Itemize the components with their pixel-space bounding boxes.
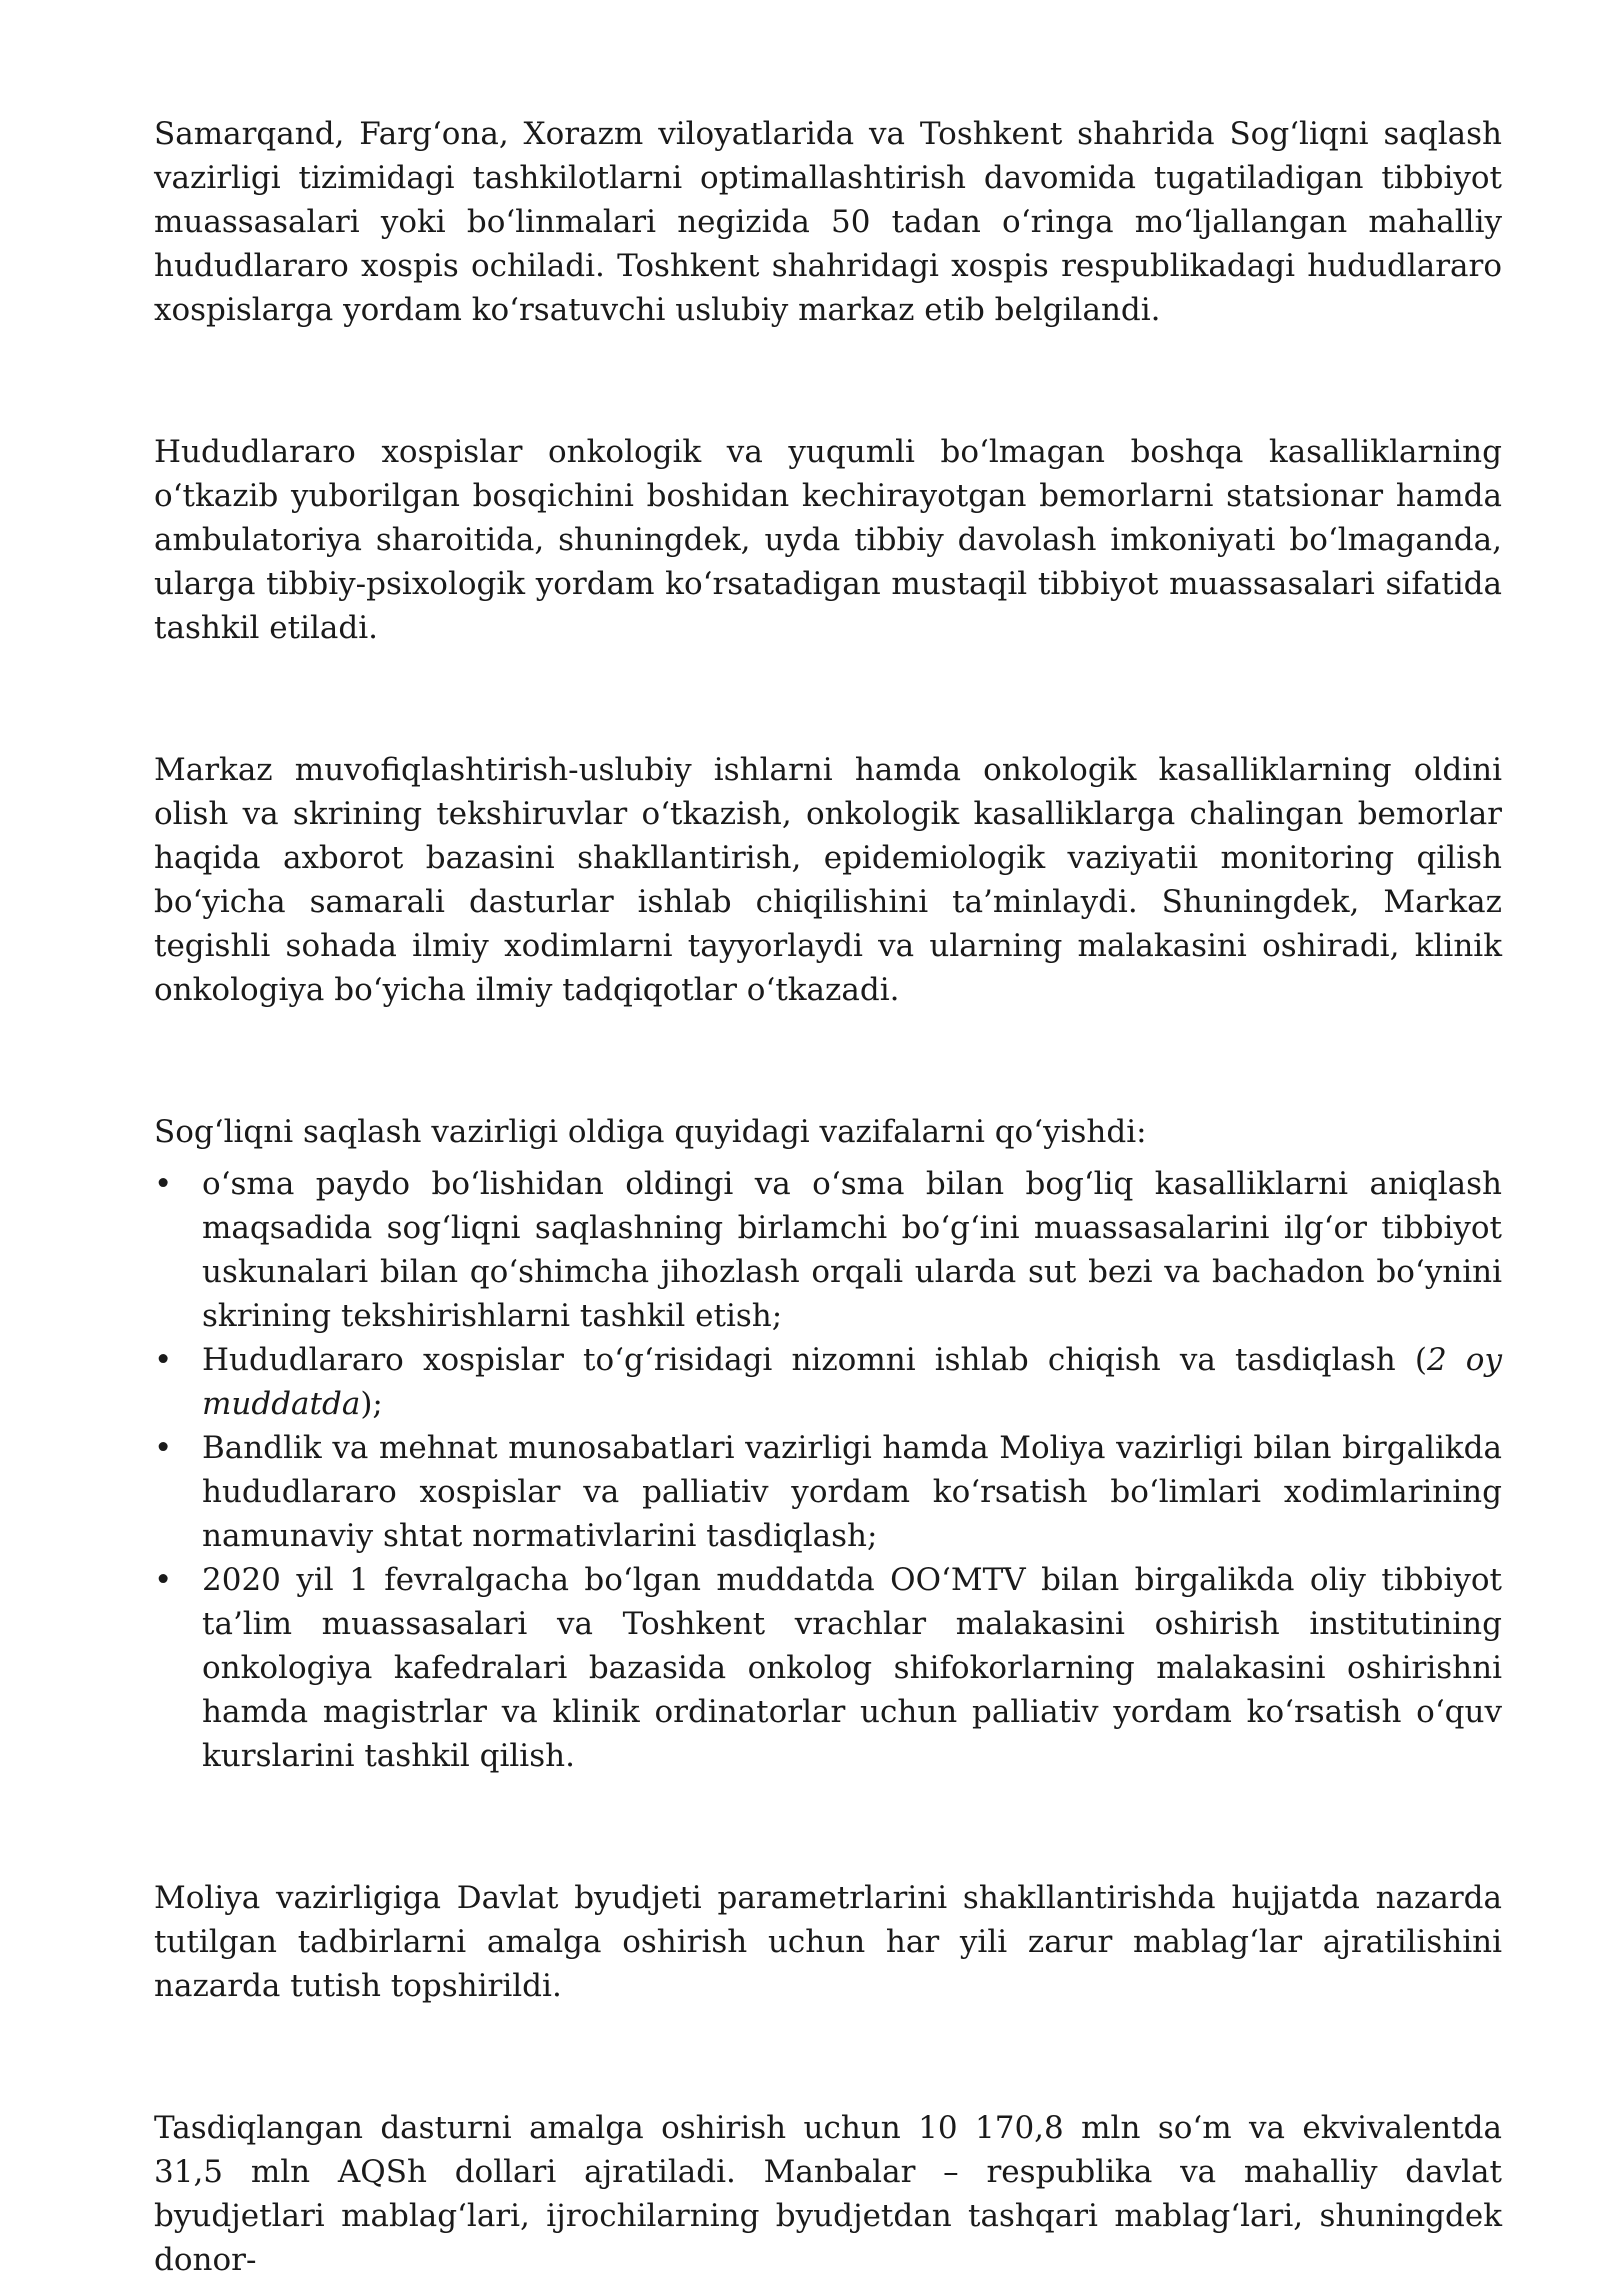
list-item-text: 2020 yil 1 fevralgacha bo‘lgan muddatda OO‘MTV bilan birgalikda oliy tibbiyot ta’lim muassasalari va Toshkent vrachlar malakasini oshirish institutining onkologiya kafedralari bazasida onkolog shifokorlarning malakasini oshirishni hamda magistrlar va klinik ordinatorlar uchun palliativ yordam ko‘rsatish o‘quv kurslarini tashkil qilish. bbox=[202, 1562, 1502, 1774]
paragraph-ministry-tasks-intro: Sog‘liqni saqlash vazirligi oldiga quyidagi vazifalarni qo‘yishdi: bbox=[154, 1114, 1147, 1150]
list-item bbox=[154, 1426, 1502, 1558]
list-item-text: Hududlararo xospislar to‘g‘risidagi nizomni ishlab chiqish va tasdiqlash ( bbox=[202, 1342, 1427, 1378]
ministry-tasks-list bbox=[154, 1162, 1502, 1778]
paragraph-funding: Tasdiqlangan dasturni amalga oshirish uchun 10 170,8 mln so‘m va ekvivalentda 31,5 mln AQSh dollari ajratiladi. Manbalar – respublika va mahalliy davlat byudjetlari mablag‘lari, ijrochilarning byudjetdan tashqari mablag‘lari, shuningdek donor- bbox=[154, 2110, 1502, 2278]
paragraph-spacer bbox=[154, 1012, 1502, 1110]
list-item-text-end: ); bbox=[360, 1386, 383, 1422]
list-item bbox=[154, 1162, 1502, 1338]
list-item-text: Bandlik va mehnat munosabatlari vazirligi hamda Moliya vazirligi bilan birgalikda hududlararo xospislar va palliativ yordam ko‘rsatish bo‘limlari xodimlarining namunaviy shtat normativlarini tasdiqlash; bbox=[202, 1430, 1502, 1554]
bullet-icon: • bbox=[154, 1166, 173, 1202]
paragraph-spacer bbox=[154, 2008, 1502, 2106]
list-item-text: o‘sma paydo bo‘lishidan oldingi va o‘sma bilan bog‘liq kasalliklarni aniqlash maqsadida sog‘liqni saqlashning birlamchi bo‘g‘ini muassasalarini ilg‘or tibbiyot uskunalari bilan qo‘shimcha jihozlash orqali ularda sut bezi va bachadon bo‘ynini skrining tekshirishlarni tashkil etish; bbox=[202, 1166, 1502, 1334]
paragraph-finance-ministry: Moliya vazirligiga Davlat byudjeti parametrlarini shakllantirishda hujjatda nazarda tutilgan tadbirlarni amalga oshirish uchun har yili zarur mablag‘lar ajratilishini nazarda tutish topshirildi. bbox=[154, 1880, 1502, 2004]
bullet-icon: • bbox=[154, 1430, 173, 1466]
list-item-deadline: 2 oy muddatda bbox=[202, 1342, 1502, 1422]
paragraph-center-functions: Markaz muvofiqlashtirish-uslubiy ishlarni hamda onkologik kasalliklarning oldini olish va skrining tekshiruvlar o‘tkazish, onkologik kasalliklarga chalingan bemorlar haqida axborot bazasini shakllantirish, epidemiologik vaziyatii monitoring qilish bo‘yicha samarali dasturlar ishlab chiqilishini ta’minlaydi. Shuningdek, Markaz tegishli sohada ilmiy xodimlarni tayyorlaydi va ularning malakasini oshiradi, klinik onkologiya bo‘yicha ilmiy tadqiqotlar o‘tkazadi. bbox=[154, 752, 1502, 1008]
paragraph-spacer bbox=[154, 650, 1502, 748]
paragraph-spacer bbox=[154, 332, 1502, 430]
document-page bbox=[154, 112, 1502, 2282]
list-item bbox=[154, 1558, 1502, 1778]
list-item bbox=[154, 1338, 1502, 1426]
paragraph-spacer bbox=[154, 1778, 1502, 1876]
paragraph-hospices-opening: Samarqand, Farg‘ona, Xorazm viloyatlarida va Toshkent shahrida Sog‘liqni saqlash vazirligi tizimidagi tashkilotlarni optimallashtirish davomida tugatiladigan tibbiyot muassasalari yoki bo‘linmalari negizida 50 tadan o‘ringa mo‘ljallangan mahalliy hududlararo xospis ochiladi. Toshkent shahridagi xospis respublikadagi hududlararo xospislarga yordam ko‘rsatuvchi uslubiy markaz etib belgilandi. bbox=[154, 116, 1502, 328]
bullet-icon: • bbox=[154, 1342, 173, 1378]
bullet-icon: • bbox=[154, 1562, 173, 1598]
paragraph-hospices-role: Hududlararo xospislar onkologik va yuqumli bo‘lmagan boshqa kasalliklarning o‘tkazib yuborilgan bosqichini boshidan kechirayotgan bemorlarni statsionar hamda ambulatoriya sharoitida, shuningdek, uyda tibbiy davolash imkoniyati bo‘lmaganda, ularga tibbiy-psixologik yordam ko‘rsatadigan mustaqil tibbiyot muassasalari sifatida tashkil etiladi. bbox=[154, 434, 1502, 646]
